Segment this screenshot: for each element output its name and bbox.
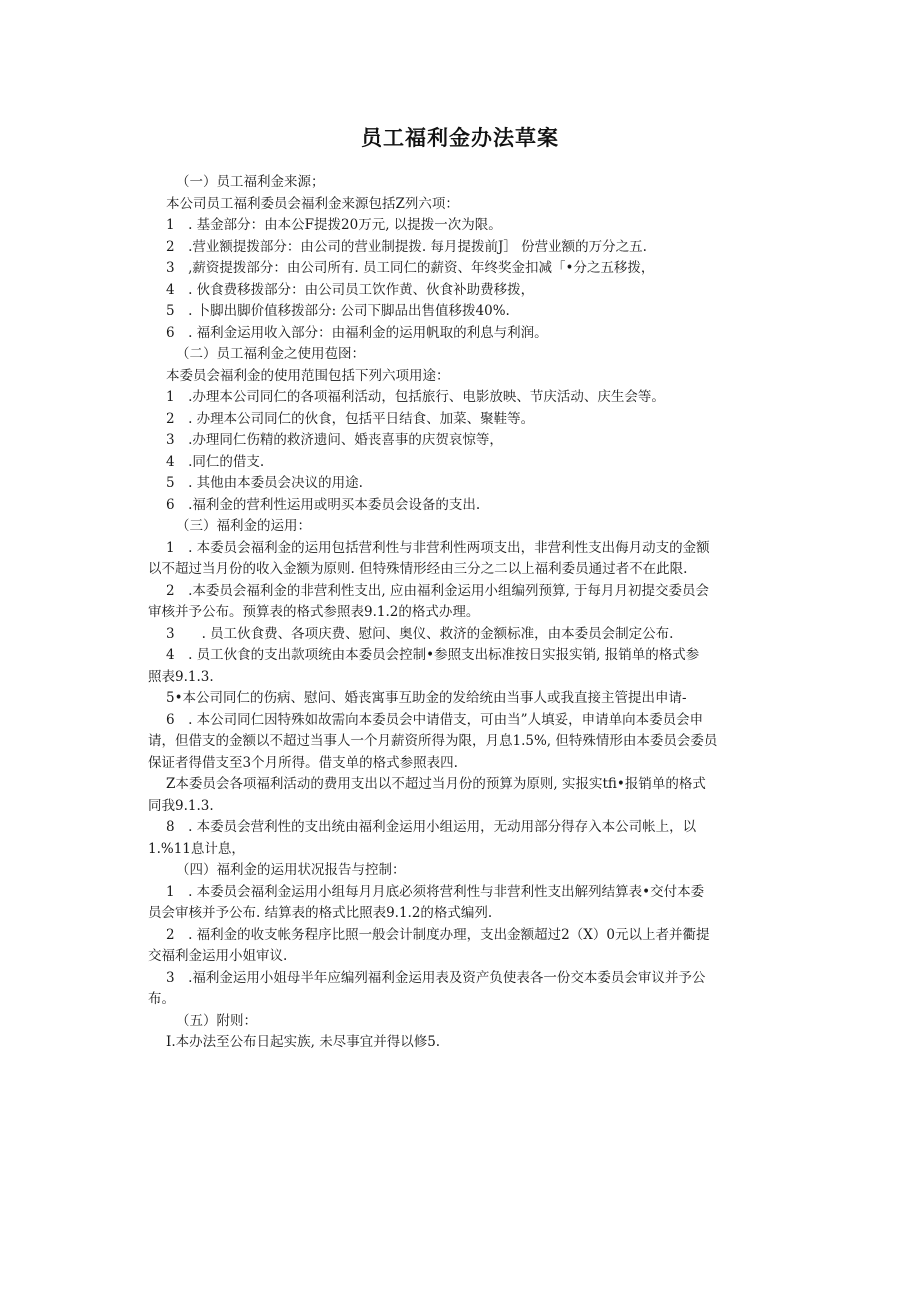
text-line: 布。: [148, 991, 175, 1007]
text-line: （一）员工福利金来源；: [176, 174, 325, 190]
text-line: 2 . 办理本公司同仁的伙食，包括平日结食、加菜、聚鞋等。: [166, 410, 535, 427]
text-line: （五）附则：: [176, 1012, 257, 1029]
text-line: （四）福利金的运用状况报告与控制：: [176, 862, 406, 878]
text-line: 员会审核并予公布. 结算表的格式比照表9.1.2的格式编列.: [148, 905, 493, 921]
text-line: 3 .福利金运用小姐母半年应编列福利金运用表及资产负使表各一份交本委员会审议并予公: [166, 969, 706, 986]
text-line: 照表9.1.3.: [148, 668, 214, 685]
text-line: 6 . 福利金运用收入部分：由福利金的运用帆取的利息与利润。: [166, 324, 548, 341]
text-line: 本委员会福利金的使用范围包括下列六项用途：: [166, 367, 450, 384]
text-line: 8 . 本委员会营利性的支出统由福利金运用小组运用，无动用部分得存入本公司帐上，以: [166, 819, 697, 835]
text-line: 1 . 本委员会福利金的运用包括营利性与非营利性两项支出，非营利性支出侮月动支的金额: [166, 539, 710, 556]
text-line: 6 . 本公司同仁因特殊如故需向本委员会中请借支，可由当”人填妥，申请单向本委员会申: [166, 711, 704, 728]
text-line: 2 . 福利金的收支帐务程序比照一般会计制度办理，支出金额超过2（X）0元以上者并衢提: [166, 926, 710, 943]
text-line: 5•本公司同仁的伤病、慰问、婚丧寓事互助金的发给统由当事人或我直接主管提出申请-: [166, 690, 687, 706]
text-line: 4 .同仁的借支.: [166, 453, 265, 470]
text-line: 5 . 卜脚出脚价值移拨部分: 公司下脚品出售值移拨40%.: [166, 303, 510, 319]
text-line: 6 .福利金的营利性运用或明买本委员会设备的支出.: [166, 496, 481, 513]
text-line: 1 .办理本公司同仁的各项福利活动，包括旅行、电影放映、节庆活动、庆生会等。: [166, 389, 665, 405]
text-line: 1 . 本委员会福利金运用小组每月月底必须将营利性与非营利性支出解列结算表•交付本委: [166, 883, 705, 900]
text-line: 请，但借支的金额以不超过当事人一个月薪资所得为限，月息1.5%, 但特殊情形由本委员会委员: [148, 733, 718, 749]
text-line: 1.%11息计息，: [148, 840, 245, 857]
text-line: 2 .本委员会福利金的非营利性支出, 应由福利金运用小组编列预算, 于每月月初提交委员会: [166, 582, 710, 599]
text-line: 保证者得借支至3个月所得。借支单的格式参照表四.: [148, 754, 458, 771]
text-line: 4 . 员工伙食的支出款项统由本委员会控制•参照支出标准按日实报实销, 报销单的格式参: [166, 647, 700, 663]
text-line: 同我9.1.3.: [148, 797, 214, 814]
document-title: 员工福利金办法草案: [361, 126, 559, 150]
text-line: （二）员工福利金之使用苞囹：: [176, 346, 365, 362]
text-line: （三）福利金的运用：: [176, 518, 311, 534]
document-body: [148, 172, 788, 1054]
text-line: I.本办法至公布日起实族, 未尽事宜并得以修5.: [166, 1034, 441, 1050]
text-line: Z本委员会各项福利活动的费用支出以不超过当月份的预算为原则, 实报实tfi•报销单的格式: [166, 776, 706, 792]
text-line: 3 .办理同仁伤精的救济遗问、婚丧喜事的庆贺哀惊等，: [166, 432, 503, 448]
text-line: 2 .营业额提拨部分：由公司的营业制提拨. 每月提拨前J］ 份营业额的万分之五.: [166, 238, 647, 255]
text-line: 审核并予公布。预算表的格式参照表9.1.2的格式办理。: [148, 604, 480, 620]
text-line: 5 . 其他由本委员会决议的用途.: [166, 475, 363, 491]
text-line: 3 ,薪资提拨部分：由公司所有. 员工同仁的薪资、年终奖金扣减「•分之五移拨，: [166, 260, 655, 276]
text-line: 以不超过当月份的收入金额为原则. 但特殊情形经由三分之二以上福利委员通过者不在此限.: [148, 561, 688, 577]
text-line: 交福利金运用小姐审议.: [148, 948, 288, 964]
text-line: 1 . 基金部分：由本公F提拨20万元, 以提拨一次为限。: [166, 217, 502, 233]
text-line: 3 . 员工伙食费、各项庆费、慰问、奥仪、救济的金额标准，由本委员会制定公布.: [166, 625, 674, 642]
text-line: 本公司员工福利委员会福利金来源包括Z列六项：: [166, 195, 459, 212]
text-line: 4 . 伙食费移拨部分：由公司员工饮作黄、伙食补助费移拨，: [166, 281, 535, 298]
